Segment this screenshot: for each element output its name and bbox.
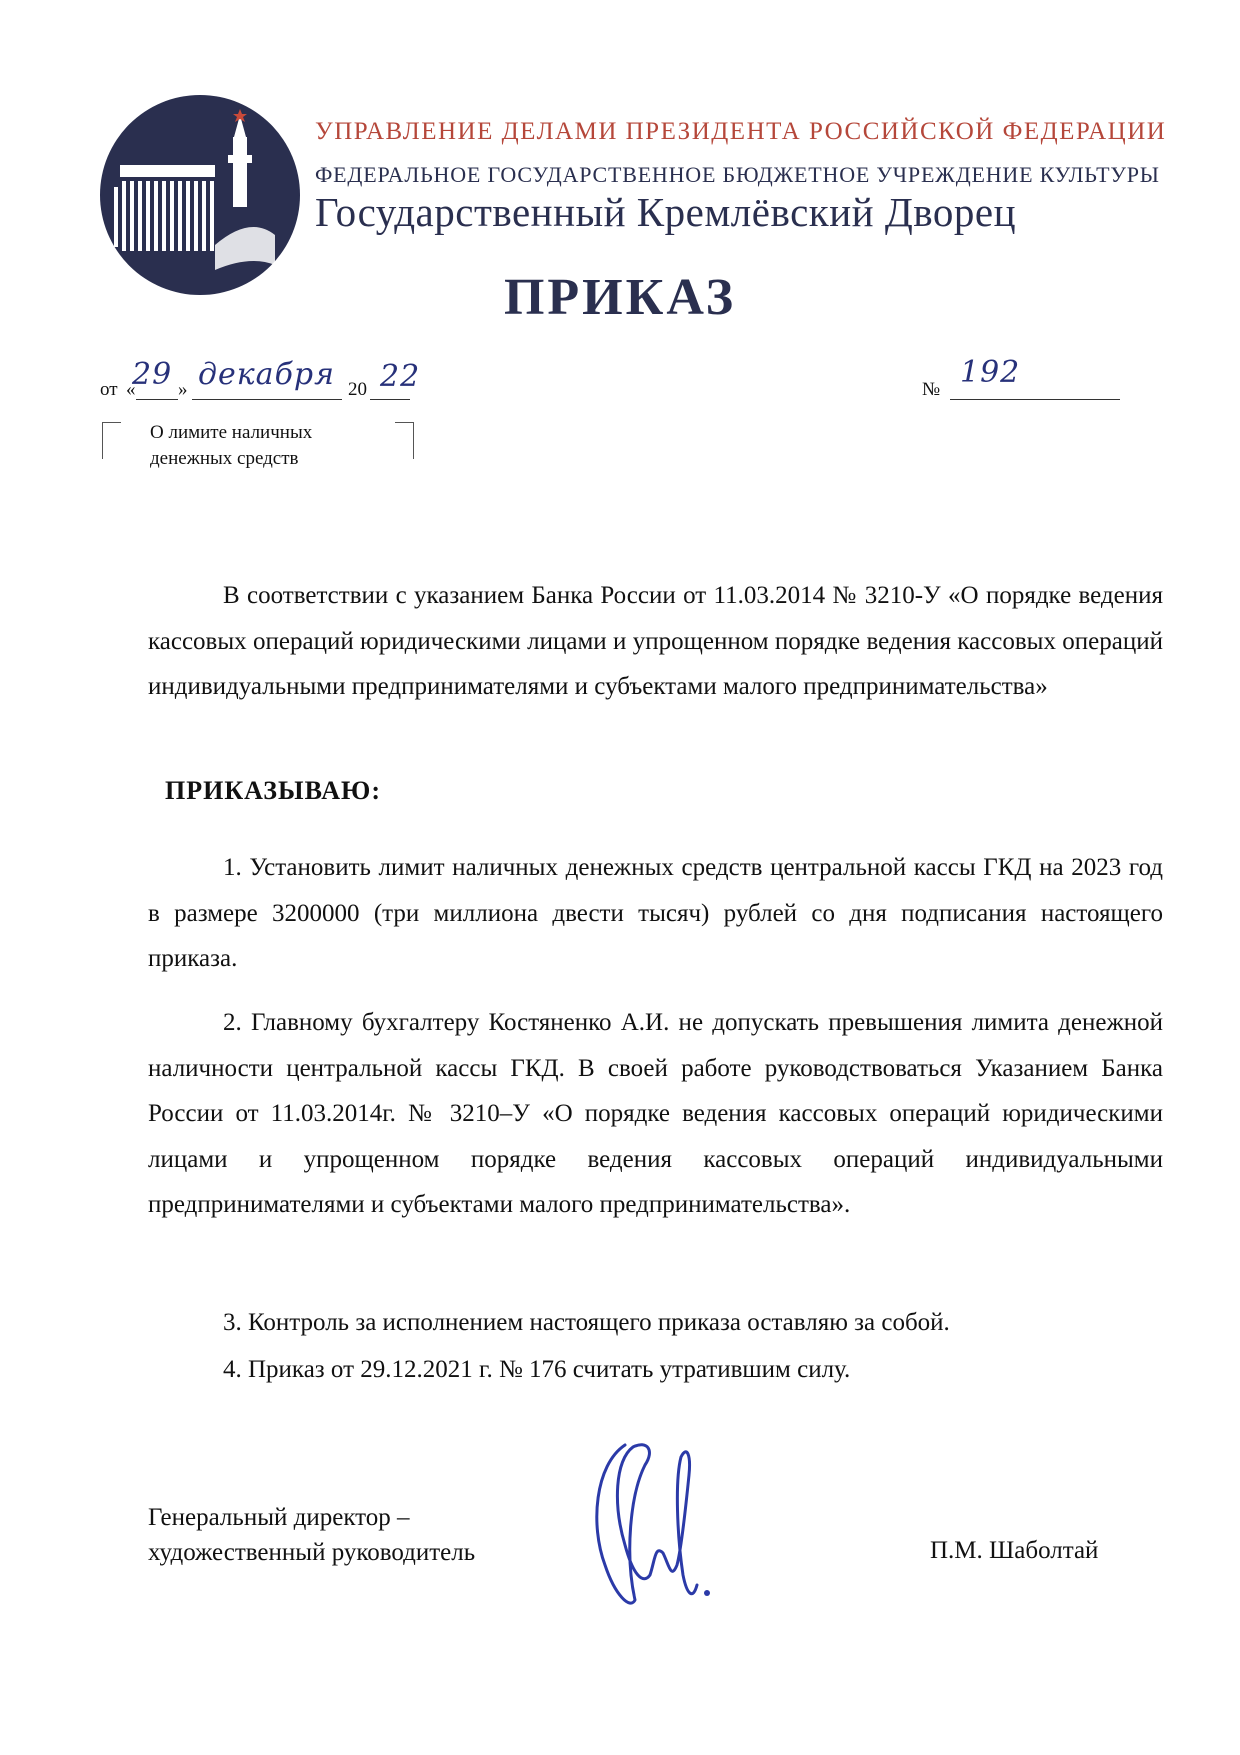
- order-item-4: [148, 1347, 1163, 1393]
- preamble-paragraph: [148, 573, 1163, 710]
- handwritten-number: 192: [960, 355, 1021, 390]
- preamble-text: В соответствии с указанием Банка России от 11.03.2014 № 3210-У «О порядке ведения кассовых операций юридическими лицами и упрощенном порядке ведения кассовых операций индивидуальными предпринимателями и субъектами малого предпринимательства»: [148, 582, 1163, 700]
- handwritten-month: декабря: [198, 357, 335, 392]
- handwritten-signature: [585, 1435, 725, 1625]
- handwritten-day: 29: [132, 357, 173, 392]
- date-prefix: от: [100, 379, 118, 400]
- subject-text: [150, 420, 312, 472]
- number-label: №: [922, 379, 941, 400]
- order-word: ПРИКАЗЫВАЮ:: [165, 776, 381, 805]
- signer-position-line-1: Генеральный директор –: [148, 1504, 410, 1531]
- signer-name: П.М. Шаболтай: [930, 1537, 1099, 1564]
- year-prefix: 20: [348, 379, 367, 400]
- order-item-3-text: 3. Контроль за исполнением настоящего приказа оставляю за собой.: [223, 1309, 950, 1336]
- date-number-row: [100, 355, 1120, 405]
- order-item-1-text: 1. Установить лимит наличных денежных средств центральной кассы ГКД на 2023 год в размере 3200000 (три миллиона двести тысяч) рублей со дня подписания настоящего приказа.: [148, 854, 1163, 972]
- bracket-left: [102, 422, 121, 459]
- order-item-4-text: 4. Приказ от 29.12.2021 г. № 176 считать утратившим силу.: [223, 1356, 851, 1383]
- signer-position-line-2: художественный руководитель: [148, 1539, 476, 1566]
- institution-type: ФЕДЕРАЛЬНОЕ ГОСУДАРСТВЕННОЕ БЮДЖЕТНОЕ УЧРЕЖДЕНИЕ КУЛЬТУРЫ: [315, 162, 1160, 187]
- subject-line-1: О лимите наличных: [150, 422, 313, 443]
- subject-block: [102, 420, 414, 480]
- institution-name: Государственный Кремлёвский Дворец: [315, 189, 1017, 235]
- document-title: ПРИКАЗ: [503, 269, 737, 326]
- bracket-right: [395, 422, 414, 459]
- ministry-header: УПРАВЛЕНИЕ ДЕЛАМИ ПРЕЗИДЕНТА РОССИЙСКОЙ ФЕДЕРАЦИИ: [315, 118, 1167, 145]
- order-item-2-text: 2. Главному бухгалтеру Костяненко А.И. не допускать превышения лимита денежной наличности центральной кассы ГКД. В своей работе руководствоваться Указанием Банка России от 11.03.2014г. № 3210–У «О порядке ведения кассовых операций юридическими лицами и упрощенном порядке ведения кассовых операций индивидуальными предпринимателями и субъектами малого предпринимательства».: [148, 1009, 1163, 1218]
- order-item-3: [148, 1300, 1163, 1346]
- quote-open: «: [126, 379, 136, 400]
- subject-line-2: денежных средств: [150, 448, 299, 469]
- signer-position: [148, 1500, 475, 1570]
- kremlin-palace-logo: [100, 95, 300, 295]
- quote-close: »: [178, 379, 188, 400]
- order-item-2: [148, 1000, 1163, 1228]
- handwritten-year: 22: [380, 359, 421, 394]
- order-item-1: [148, 845, 1163, 982]
